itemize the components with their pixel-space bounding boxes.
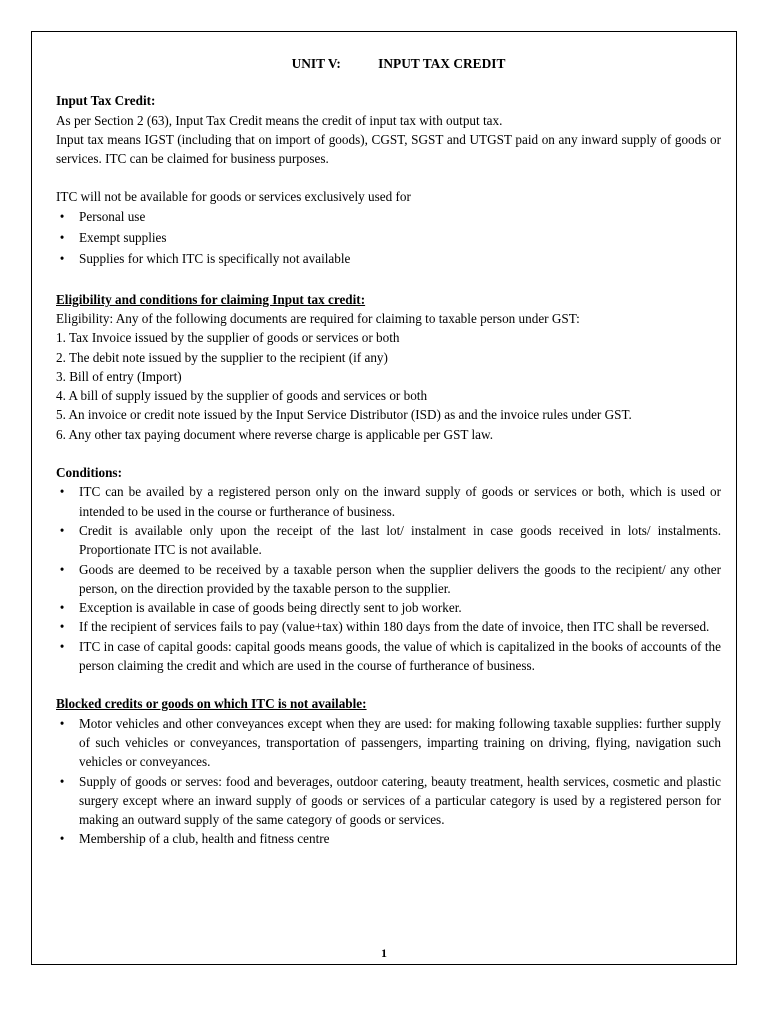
- eligibility-heading: Eligibility and conditions for claiming Input tax credit:: [56, 291, 366, 307]
- list-item: 6. Any other tax paying document where reverse charge is applicable per GST law.: [56, 426, 493, 442]
- bullet-icon: •: [59, 484, 65, 500]
- list-item: • Supplies for which ITC is specifically not available: [56, 249, 721, 268]
- list-item: • Supply of goods or serves: food and beverages, outdoor catering, beauty treatment, health services, cosmetic and plastic surgery except where an inward supply of goods or services of a particular category is used by a registered person for making an outward supply of the same category of goods or services.: [56, 772, 721, 830]
- list-item: 1. Tax Invoice issued by the supplier of goods or services or both: [56, 330, 400, 346]
- list-item: • Exempt supplies: [56, 228, 721, 247]
- bullet-icon: •: [59, 561, 65, 577]
- blocked-credits-list: [56, 714, 721, 849]
- list-item: 2. The debit note issued by the supplier to the recipient (if any): [56, 349, 388, 365]
- list-item: • If the recipient of services fails to pay (value+tax) within 180 days from the date of invoice, then ITC shall be reversed.: [56, 617, 721, 636]
- list-item: • ITC can be availed by a registered person only on the inward supply of goods or services or both, which is used or intended to be used in the course or furtherance of business.: [56, 482, 721, 521]
- page-title: [56, 54, 721, 73]
- bullet-icon: •: [59, 831, 65, 847]
- list-item: • Goods are deemed to be received by a taxable person when the supplier delivers the goods to the recipient/ any other person, on the direction provided by the taxable person to the supplier.: [56, 560, 721, 599]
- bullet-icon: •: [59, 715, 65, 731]
- unit-name: INPUT TAX CREDIT: [378, 56, 506, 71]
- unit-label: UNIT V:: [291, 56, 341, 71]
- list-item: • Motor vehicles and other conveyances except when they are used: for making following taxable supplies: further supply of such vehicles or conveyances, transportation of passengers, imparting training on driving, flying, navigation such vehicles or conveyances.: [56, 714, 721, 772]
- list-item: • Exception is available in case of goods being directly sent to job worker.: [56, 598, 721, 617]
- bullet-icon: •: [59, 773, 65, 789]
- bullet-icon: •: [59, 251, 65, 267]
- bullet-icon: •: [59, 638, 65, 654]
- list-item: 3. Bill of entry (Import): [56, 368, 182, 384]
- eligibility-intro: Eligibility: Any of the following documents are required for claiming to taxable person under GST:: [56, 310, 580, 326]
- list-item: 4. A bill of supply issued by the supplier of goods and services or both: [56, 388, 428, 404]
- input-tax-credit-heading: Input Tax Credit:: [56, 93, 156, 109]
- bullet-icon: •: [59, 600, 65, 616]
- list-item: • Credit is available only upon the receipt of the last lot/ instalment in case goods received in lots/ instalments. Proportionate ITC is not available.: [56, 521, 721, 560]
- list-item: 5. An invoice or credit note issued by the Input Service Distributor (ISD) as and the invoice rules under GST.: [56, 407, 632, 423]
- conditions-heading: Conditions:: [56, 465, 122, 481]
- document-body: [56, 54, 721, 849]
- input-tax-paragraph: Input tax means IGST (including that on import of goods), CGST, SGST and UTGST paid on any inward supply of goods or services. ITC can be claimed for business purposes.: [56, 131, 721, 167]
- list-item: • ITC in case of capital goods: capital goods means goods, the value of which is capitalized in the books of accounts of the person claiming the credit and which are used in the course of furtherance of business.: [56, 637, 721, 676]
- not-available-list: [56, 207, 721, 269]
- bullet-icon: •: [59, 208, 65, 224]
- blocked-credits-heading: Blocked credits or goods on which ITC is not available:: [56, 696, 367, 712]
- bullet-icon: •: [59, 619, 65, 635]
- bullet-icon: •: [59, 230, 65, 246]
- page-number: 1: [381, 946, 387, 960]
- conditions-list: [56, 482, 721, 675]
- list-item: • Personal use: [56, 207, 721, 226]
- list-item: • Membership of a club, health and fitness centre: [56, 829, 721, 848]
- definition-line: As per Section 2 (63), Input Tax Credit means the credit of input tax with output tax.: [56, 112, 503, 128]
- not-available-intro: ITC will not be available for goods or services exclusively used for: [56, 189, 411, 205]
- eligibility-list: [56, 328, 721, 444]
- bullet-icon: •: [59, 522, 65, 538]
